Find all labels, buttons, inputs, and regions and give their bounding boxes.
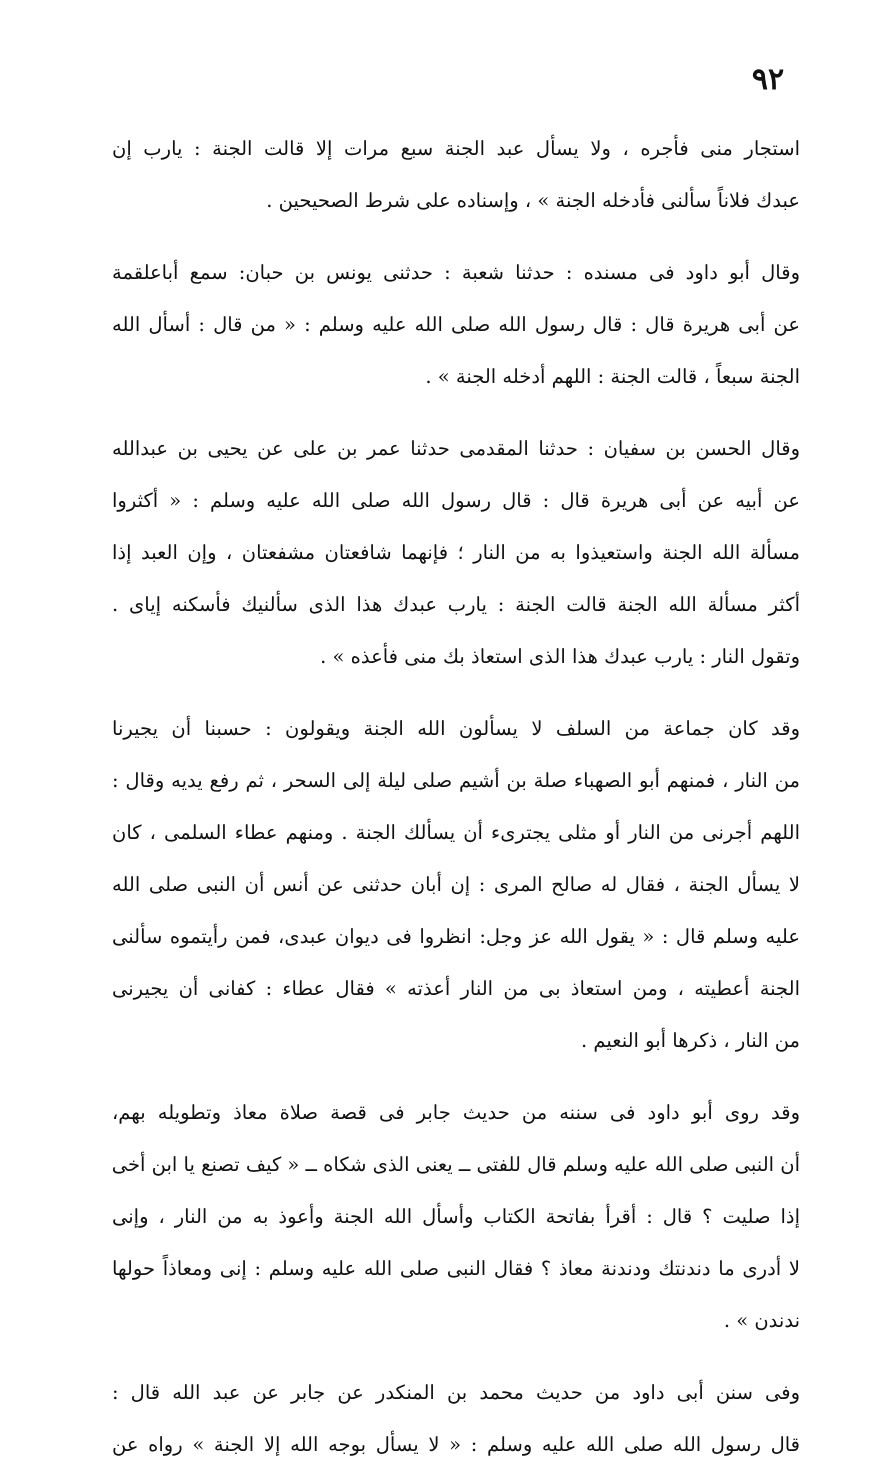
page-number: ٩٢ bbox=[751, 62, 785, 97]
text-line: من النار ، فمنهم أبو الصهباء صلة بن أشيم صلى ليلة إلى السحر ، ثم رفع يديه وقال : bbox=[112, 769, 800, 792]
paragraph-6 bbox=[112, 1367, 800, 1471]
text-line: وفى سنن أبى داود من حديث محمد بن المنكدر عن جابر عن عبد الله قال : bbox=[112, 1381, 800, 1404]
text-line: وقال أبو داود فى مسنده : حدثنا شعبة : حدثنى يونس بن حبان: سمع أباعلقمة bbox=[112, 261, 800, 284]
paragraph-gap bbox=[112, 227, 800, 247]
text-line: عن أبيه عن أبى هريرة قال : قال رسول الله صلى الله عليه وسلم : « أكثروا bbox=[112, 489, 800, 512]
paragraph-2 bbox=[112, 247, 800, 403]
paragraph-4 bbox=[112, 703, 800, 1067]
paragraph-1 bbox=[112, 123, 800, 227]
text-line: لا أدرى ما دندنتك ودندنة معاذ ؟ فقال النبى صلى الله عليه وسلم : إنى ومعاذاً حولها bbox=[112, 1257, 800, 1280]
text-line: أن النبى صلى الله عليه وسلم قال للفتى ــ يعنى الذى شكاه ــ « كيف تصنع يا ابن أخى bbox=[112, 1153, 800, 1176]
paragraph-gap bbox=[112, 1347, 800, 1367]
text-line: عليه وسلم قال : « يقول الله عز وجل: انظروا فى ديوان عبدى، فمن رأيتموه سألنى bbox=[112, 925, 800, 948]
paragraph-3 bbox=[112, 423, 800, 683]
text-line: قال رسول الله صلى الله عليه وسلم : « لا يسأل بوجه الله إلا الجنة » رواه عن bbox=[112, 1433, 800, 1456]
text-line: اللهم أجرنى من النار أو مثلى يجترىء أن يسألك الجنة . ومنهم عطاء السلمى ، كان bbox=[112, 821, 800, 844]
paragraph-gap bbox=[112, 1067, 800, 1087]
text-line: عن أبى هريرة قال : قال رسول الله صلى الله عليه وسلم : « من قال : أسأل الله bbox=[112, 313, 800, 336]
text-line: عبدك فلاناً سألنى فأدخله الجنة » ، وإسناده على شرط الصحيحين . bbox=[266, 189, 800, 212]
text-line: إذا صليت ؟ قال : أقرأ بفاتحة الكتاب وأسأل الله الجنة وأعوذ به من النار ، وإنى bbox=[112, 1205, 800, 1228]
text-line: ندندن » . bbox=[723, 1309, 800, 1332]
paragraph-5 bbox=[112, 1087, 800, 1347]
paragraph-gap bbox=[112, 683, 800, 703]
text-line: من النار ، ذكرها أبو النعيم . bbox=[581, 1029, 800, 1052]
text-line: استجار منى فأجره ، ولا يسأل عبد الجنة سبع مرات إلا قالت الجنة : يارب إن bbox=[112, 137, 800, 160]
text-line: مسألة الله الجنة واستعيذوا به من النار ؛ فإنهما شافعتان مشفعتان ، وإن العبد إذا bbox=[112, 541, 800, 564]
text-line: أكثر مسألة الله الجنة قالت الجنة : يارب عبدك هذا الذى سألنيك فأسكنه إياى . bbox=[112, 593, 800, 616]
paragraph-gap bbox=[112, 403, 800, 423]
text-line: وقد كان جماعة من السلف لا يسألون الله الجنة ويقولون : حسبنا أن يجيرنا bbox=[112, 717, 800, 740]
text-line: لا يسأل الجنة ، فقال له صالح المرى : إن أبان حدثنى عن أنس أن النبى صلى الله bbox=[112, 873, 800, 896]
page-text-body bbox=[112, 123, 800, 1471]
text-line: وقد روى أبو داود فى سننه من حديث جابر فى قصة صلاة معاذ وتطويله بهم، bbox=[112, 1101, 800, 1124]
text-line: الجنة سبعاً ، قالت الجنة : اللهم أدخله الجنة » . bbox=[425, 365, 800, 388]
text-line: وتقول النار : يارب عبدك هذا الذى استعاذ بك منى فأعذه » . bbox=[320, 645, 800, 668]
text-line: وقال الحسن بن سفيان : حدثنا المقدمى حدثنا عمر بن على عن يحيى بن عبدالله bbox=[112, 437, 800, 460]
text-line: الجنة أعطيته ، ومن استعاذ بى من النار أعذته » فقال عطاء : كفانى أن يجيرنى bbox=[112, 977, 800, 1000]
